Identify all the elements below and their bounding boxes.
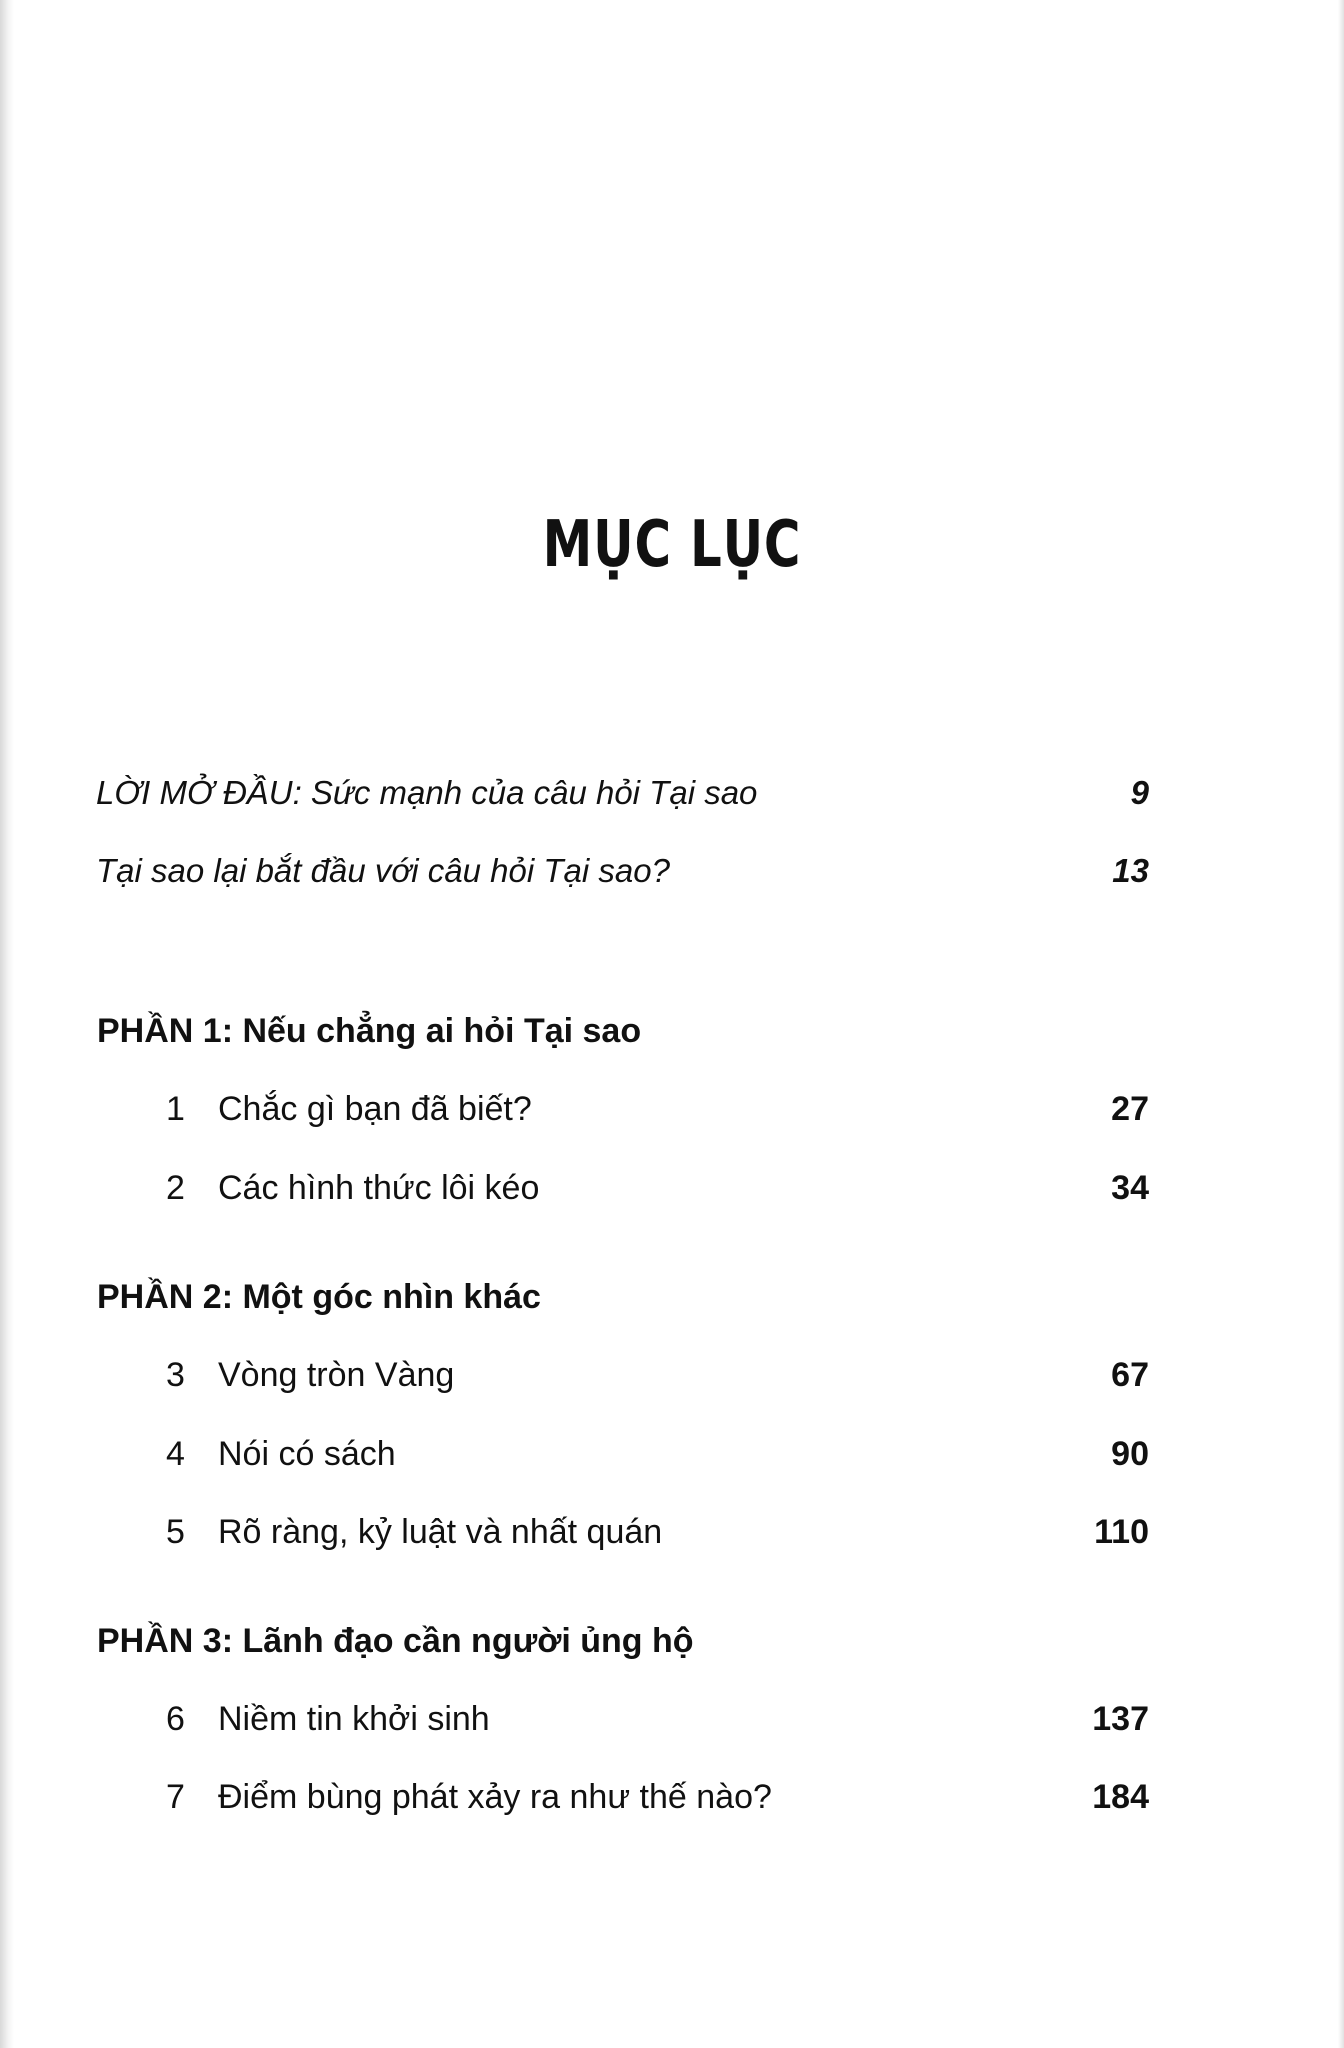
toc-page-number: 90 bbox=[1111, 1435, 1149, 1473]
toc-page-number: 27 bbox=[1111, 1090, 1149, 1128]
toc-entry-label: Tại sao lại bắt đầu với câu hỏi Tại sao? bbox=[96, 852, 670, 889]
toc-page-number: 13 bbox=[1112, 852, 1149, 889]
toc-part-2[interactable] bbox=[0, 1269, 1344, 1325]
toc-part-1[interactable] bbox=[0, 1003, 1344, 1059]
toc-chapter-6[interactable] bbox=[0, 1691, 1344, 1747]
chapter-number: 3 bbox=[166, 1356, 185, 1394]
toc-page-number: 67 bbox=[1111, 1356, 1149, 1394]
toc-page-number: 137 bbox=[1092, 1700, 1149, 1738]
chapter-number: 7 bbox=[166, 1778, 185, 1816]
chapter-title: Vòng tròn Vàng bbox=[218, 1356, 455, 1394]
toc-chapter-3[interactable] bbox=[0, 1347, 1344, 1403]
part-heading: PHẦN 1: Nếu chẳng ai hỏi Tại sao bbox=[97, 1012, 642, 1050]
chapter-title: Điểm bùng phát xảy ra như thế nào? bbox=[218, 1778, 772, 1816]
toc-chapter-2[interactable] bbox=[0, 1160, 1344, 1216]
chapter-number: 6 bbox=[166, 1700, 185, 1738]
chapter-title: Nói có sách bbox=[218, 1435, 396, 1473]
chapter-title: Rõ ràng, kỷ luật và nhất quán bbox=[218, 1513, 663, 1551]
toc-entry-intro[interactable] bbox=[0, 843, 1344, 899]
toc-page-number: 184 bbox=[1092, 1778, 1149, 1816]
toc-entry-preface[interactable] bbox=[0, 765, 1344, 821]
chapter-number: 5 bbox=[166, 1513, 185, 1551]
toc-chapter-4[interactable] bbox=[0, 1426, 1344, 1482]
toc-chapter-7[interactable] bbox=[0, 1769, 1344, 1825]
part-heading: PHẦN 3: Lãnh đạo cần người ủng hộ bbox=[97, 1622, 694, 1660]
chapter-title: Niềm tin khởi sinh bbox=[218, 1700, 490, 1738]
chapter-title: Các hình thức lôi kéo bbox=[218, 1169, 540, 1207]
chapter-title: Chắc gì bạn đã biết? bbox=[218, 1090, 532, 1128]
toc-chapter-5[interactable] bbox=[0, 1504, 1344, 1560]
toc-part-3[interactable] bbox=[0, 1613, 1344, 1669]
part-heading: PHẦN 2: Một góc nhìn khác bbox=[97, 1278, 541, 1316]
chapter-number: 4 bbox=[166, 1435, 185, 1473]
toc-page-number: 34 bbox=[1111, 1169, 1149, 1207]
toc-page-number: 9 bbox=[1130, 774, 1149, 811]
toc-page-number: 110 bbox=[1094, 1513, 1149, 1551]
toc-chapter-1[interactable] bbox=[0, 1081, 1344, 1137]
chapter-number: 1 bbox=[166, 1090, 185, 1128]
page-title: MỤC LỤC bbox=[542, 508, 802, 582]
toc-entry-label: LỜI MỞ ĐẦU: Sức mạnh của câu hỏi Tại sao bbox=[96, 774, 758, 811]
chapter-number: 2 bbox=[166, 1169, 185, 1207]
